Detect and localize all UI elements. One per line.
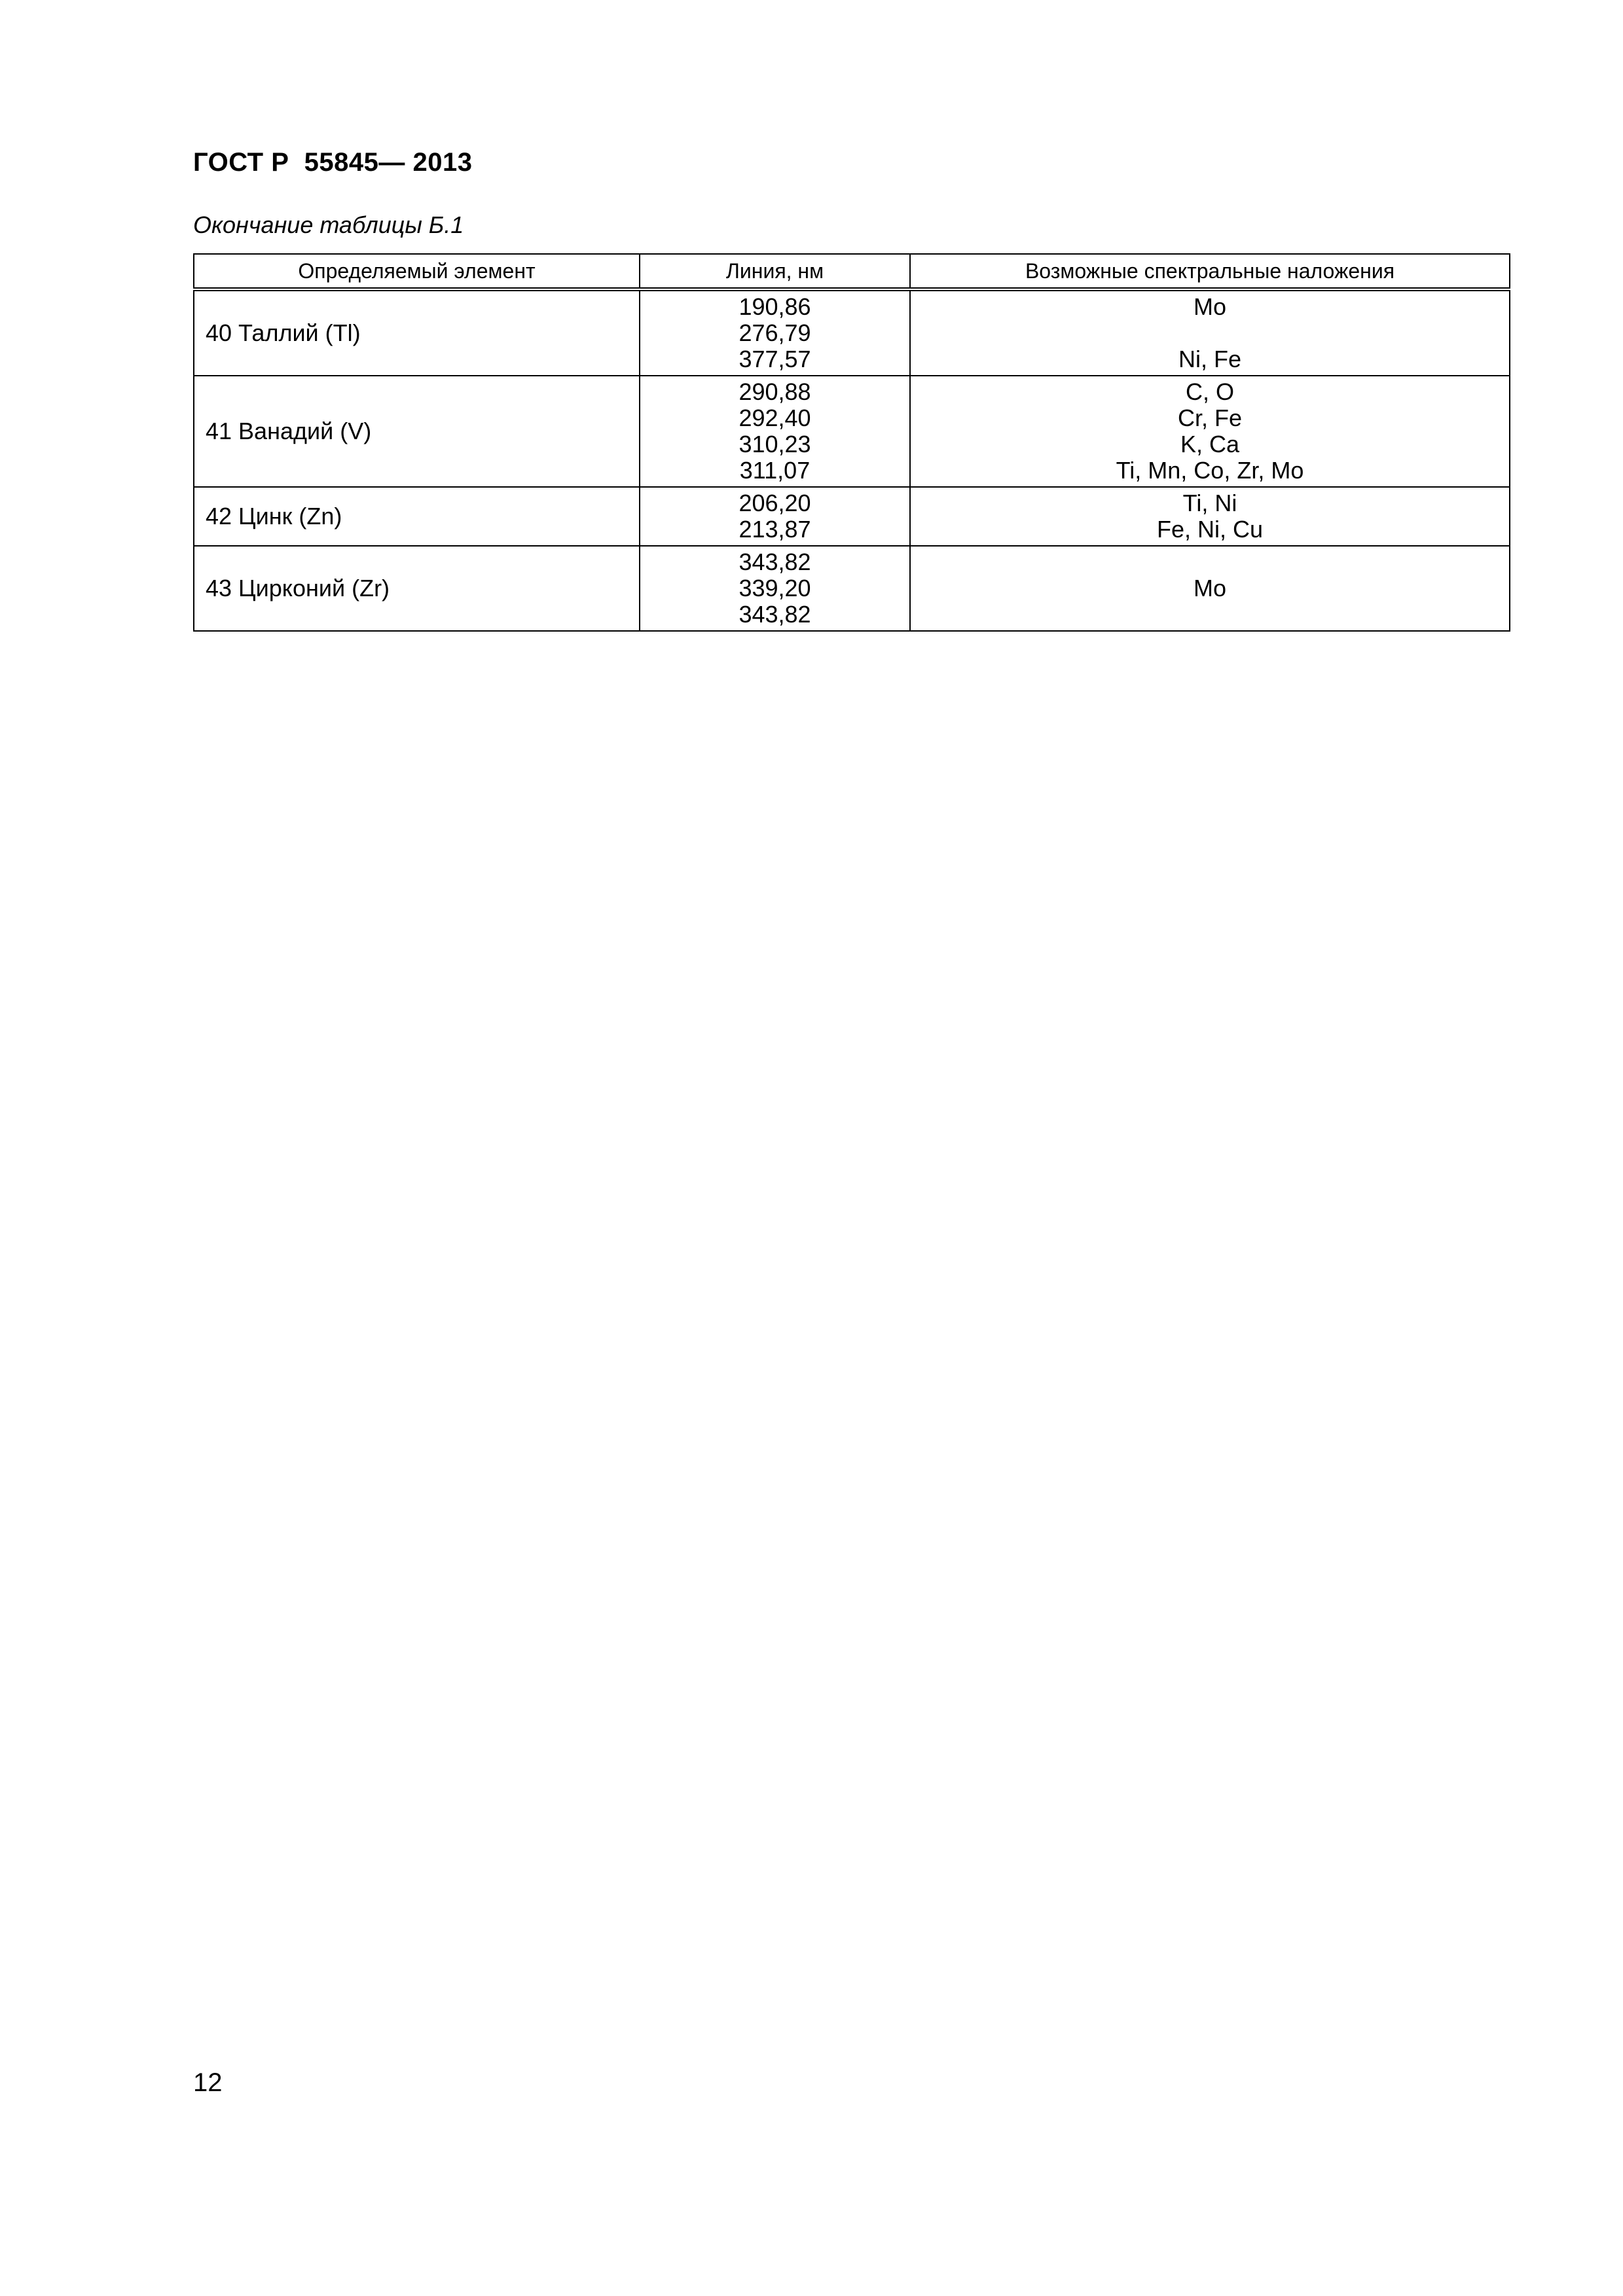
element-cell: 40 Таллий (Tl) <box>194 289 640 376</box>
overlap-value: Ti, Ni <box>1182 490 1237 516</box>
table-caption: Окончание таблицы Б.1 <box>193 211 464 238</box>
overlap-value: Cr, Fe <box>1177 404 1242 431</box>
table-header-row <box>194 254 1510 289</box>
line-value: 290,88 <box>739 378 811 405</box>
overlap-value: Ti, Mn, Co, Zr, Mo <box>1116 457 1304 484</box>
page-number: 12 <box>193 2068 223 2097</box>
element-cell: 42 Цинк (Zn) <box>194 487 640 546</box>
line-value: 343,82 <box>739 601 811 628</box>
line-value: 343,82 <box>739 548 811 575</box>
overlap-value: K, Ca <box>1180 431 1240 457</box>
element-cell: 41 Ванадий (V) <box>194 376 640 487</box>
overlap-value: Ni, Fe <box>1178 346 1241 372</box>
overlap-value: Fe, Ni, Cu <box>1156 516 1264 543</box>
document-header: ГОСТ Р 55845— 2013 <box>193 148 473 177</box>
spectral-lines-table <box>193 253 1510 632</box>
column-header-element: Определяемый элемент <box>194 254 640 289</box>
line-value: 206,20 <box>739 490 811 516</box>
line-cell <box>640 546 910 631</box>
line-cell <box>640 376 910 487</box>
line-value: 276,79 <box>739 319 811 346</box>
overlaps-cell <box>910 289 1510 376</box>
overlap-value: Mo <box>1193 575 1226 601</box>
column-header-overlaps: Возможные спектральные наложения <box>910 254 1510 289</box>
line-value: 311,07 <box>739 457 811 484</box>
line-value: 190,86 <box>739 293 811 320</box>
overlaps-cell <box>910 487 1510 546</box>
overlaps-cell <box>910 546 1510 631</box>
line-value: 292,40 <box>739 404 811 431</box>
overlaps-cell <box>910 376 1510 487</box>
element-cell: 43 Цирконий (Zr) <box>194 546 640 631</box>
line-value: 339,20 <box>739 575 811 601</box>
line-cell <box>640 487 910 546</box>
line-value: 213,87 <box>739 516 811 543</box>
overlap-value: C, O <box>1185 378 1234 405</box>
line-cell <box>640 289 910 376</box>
line-value: 310,23 <box>739 431 811 457</box>
overlap-value: Mo <box>1193 293 1226 320</box>
overlap-value <box>911 320 1509 346</box>
table-row <box>194 546 1510 631</box>
column-header-line: Линия, нм <box>640 254 910 289</box>
table-row <box>194 376 1510 487</box>
line-value: 377,57 <box>739 346 811 372</box>
table-row <box>194 487 1510 546</box>
table-row <box>194 289 1510 376</box>
